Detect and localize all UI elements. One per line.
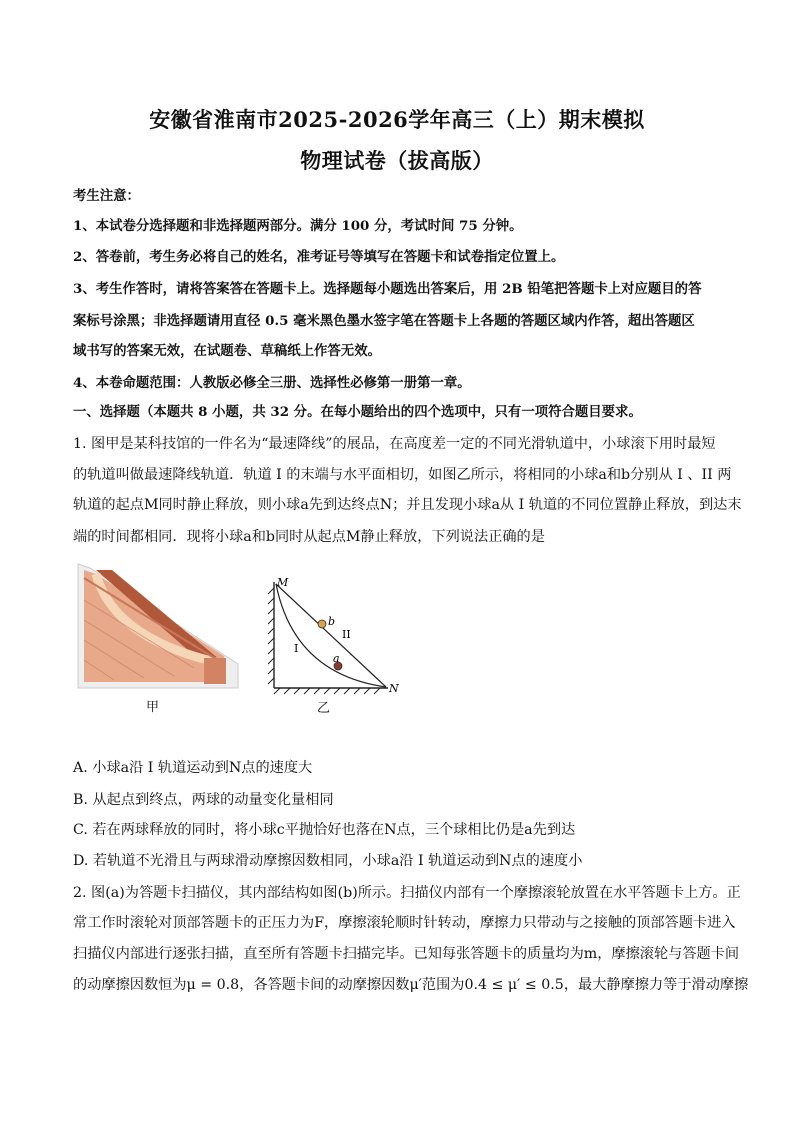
question-2-text: 扫描仪内部进行逐张扫描，直至所有答题卡扫描完毕。已知每张答题卡的质量均为m，摩擦滚轮与答题卡间: [73, 946, 740, 962]
section-heading: 一、选择题（本题共 8 小题，共 32 分。在每小题给出的四个选项中，只有一项符合题目要求。: [73, 404, 642, 420]
notice-item: 域书写的答案无效，在试题卷、草稿纸上作答无效。: [73, 343, 381, 359]
label-a: a: [333, 652, 340, 665]
option-b: B. 从起点到终点，两球的动量变化量相同: [73, 792, 334, 808]
question-1-text: 的轨道叫做最速降线轨道．轨道 I 的末端与水平面相切，如图乙所示，将相同的小球a和b分别从 I 、II 两: [73, 467, 732, 483]
label-M: M: [277, 576, 289, 589]
notice-heading: 考生注意：: [73, 188, 140, 204]
option-c: C. 若在两球释放的同时，将小球c平抛恰好也落在N点，三个球相比仍是a先到达: [73, 822, 576, 838]
question-2-text: 的动摩擦因数恒为μ = 0.8，各答题卡间的动摩擦因数μ′范围为0.4 ≤ μ′ ≤ 0.5，最大静摩擦力等于滑动摩擦: [73, 977, 749, 993]
notice-item: 3、考生作答时，请将答案答在答题卡上。选择题每小题选出答案后，用 2B 铅笔把答题卡上对应题目的答: [73, 281, 702, 297]
label-track-1: I: [294, 642, 299, 655]
exam-title: 安徽省淮南市2025-2026学年高三（上）期末模拟: [149, 107, 645, 132]
figure-jia-caption: 甲: [146, 700, 160, 715]
label-N: N: [389, 682, 399, 695]
option-a: A. 小球a沿 I 轨道运动到N点的速度大: [73, 760, 313, 776]
option-d: D. 若轨道不光滑且与两球滑动摩擦因数相同，小球a沿 I 轨道运动到N点的速度小: [73, 853, 583, 869]
track-2-line: [276, 584, 386, 687]
question-1-text: 1. 图甲是某科技馆的一件名为“最速降线”的展品，在高度差一定的不同光滑轨道中，小球滚下用时最短: [73, 436, 716, 452]
ball-b: [318, 620, 326, 628]
label-track-2: II: [342, 628, 351, 641]
notice-item: 1、本试卷分选择题和非选择题两部分。满分 100 分，考试时间 75 分钟。: [73, 218, 523, 234]
exam-subtitle: 物理试卷（拔高版）: [300, 148, 494, 173]
question-1-text: 轨道的起点M同时静止释放，则小球a先到达终点N；并且发现小球a从 I 轨道的不同位置静止释放，到达末: [73, 497, 742, 513]
figure-yi-caption: 乙: [317, 701, 331, 716]
notice-item: 案标号涂黑；非选择题请用直径 0.5 毫米黑色墨水签字笔在答题卡上各题的答题区域内作答，超出答题区: [73, 313, 695, 329]
exhibit-end-block: [204, 658, 226, 684]
figure-jia-exhibit: [74, 560, 242, 692]
label-b: b: [328, 615, 336, 628]
notice-item: 4、本卷命题范围：人教版必修全三册、选择性必修第一册第一章。: [73, 375, 471, 391]
question-2-text: 2. 图(a)为答题卡扫描仪，其内部结构如图(b)所示。扫描仪内部有一个摩擦滚轮放置在水平答题卡上方。正: [73, 885, 741, 901]
question-1-text: 端的时间都相同．现将小球a和b同时从起点M静止释放，下列说法正确的是: [73, 529, 545, 545]
notice-item: 2、答卷前，考生务必将自己的姓名，准考证号等填写在答题卡和试卷指定位置上。: [73, 249, 565, 265]
question-2-text: 常工作时滚轮对顶部答题卡的正压力为F，摩擦滚轮顺时针转动，摩擦力只带动与之接触的顶部答题卡进入: [73, 915, 736, 931]
figure-yi-diagram: [264, 574, 406, 696]
